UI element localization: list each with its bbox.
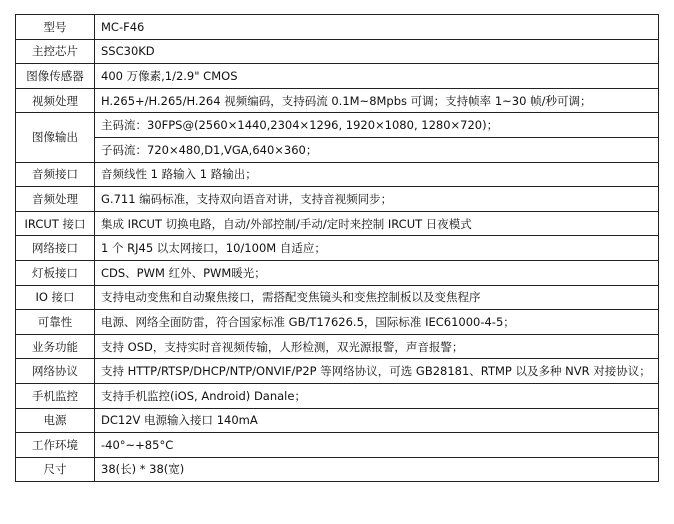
spec-label: 手机监控 bbox=[16, 383, 95, 408]
spec-value: MC-F46 bbox=[95, 15, 659, 40]
spec-value: 400 万像素,1/2.9" CMOS bbox=[95, 64, 659, 89]
spec-label: 视频处理 bbox=[16, 88, 95, 113]
spec-row bbox=[16, 187, 659, 212]
spec-table-body bbox=[16, 15, 659, 482]
spec-value: SSC30KD bbox=[95, 39, 659, 64]
spec-value: 支持电动变焦和自动聚焦接口，需搭配变焦镜头和变焦控制板以及变焦程序 bbox=[95, 285, 659, 310]
spec-label: 电源 bbox=[16, 408, 95, 433]
spec-row bbox=[16, 408, 659, 433]
spec-value: CDS、PWM 红外、PWM暖光； bbox=[95, 260, 659, 285]
spec-row bbox=[16, 162, 659, 187]
spec-table bbox=[15, 14, 659, 482]
spec-value: 子码流：720×480,D1,VGA,640×360； bbox=[95, 137, 659, 162]
spec-value: 1 个 RJ45 以太网接口，10/100M 自适应； bbox=[95, 236, 659, 261]
spec-label: 可靠性 bbox=[16, 310, 95, 335]
spec-label: 尺寸 bbox=[16, 457, 95, 482]
spec-row bbox=[16, 15, 659, 40]
spec-label: 灯板接口 bbox=[16, 260, 95, 285]
spec-value: 集成 IRCUT 切换电路，自动/外部控制/手动/定时来控制 IRCUT 日夜模式 bbox=[95, 211, 659, 236]
spec-value: 主码流：30FPS@(2560×1440,2304×1296, 1920×1080, 1280×720)； bbox=[95, 113, 659, 138]
spec-value: 音频线性 1 路输入 1 路输出； bbox=[95, 162, 659, 187]
spec-row bbox=[16, 310, 659, 335]
spec-value: 支持手机监控(iOS, Android) Danale； bbox=[95, 383, 659, 408]
spec-row bbox=[16, 211, 659, 236]
spec-row bbox=[16, 64, 659, 89]
spec-label: 图像传感器 bbox=[16, 64, 95, 89]
spec-label: 网络接口 bbox=[16, 236, 95, 261]
spec-label: 型号 bbox=[16, 15, 95, 40]
spec-label: 业务功能 bbox=[16, 334, 95, 359]
spec-row bbox=[16, 433, 659, 458]
spec-row bbox=[16, 137, 659, 162]
spec-label: 网络协议 bbox=[16, 359, 95, 384]
spec-row bbox=[16, 334, 659, 359]
spec-label: 音频处理 bbox=[16, 187, 95, 212]
spec-row bbox=[16, 260, 659, 285]
spec-row bbox=[16, 113, 659, 138]
spec-value: 38(长) * 38(宽) bbox=[95, 457, 659, 482]
spec-value: H.265+/H.265/H.264 视频编码，支持码流 0.1M~8Mpbs 可调；支持帧率 1~30 帧/秒可调； bbox=[95, 88, 659, 113]
spec-value: DC12V 电源输入接口 140mA bbox=[95, 408, 659, 433]
spec-row bbox=[16, 359, 659, 384]
spec-row bbox=[16, 88, 659, 113]
spec-value: 支持 OSD，支持实时音视频传输，人形检测，双光源报警，声音报警； bbox=[95, 334, 659, 359]
spec-label: IRCUT 接口 bbox=[16, 211, 95, 236]
spec-label: IO 接口 bbox=[16, 285, 95, 310]
spec-label: 主控芯片 bbox=[16, 39, 95, 64]
spec-row bbox=[16, 236, 659, 261]
spec-value: 支持 HTTP/RTSP/DHCP/NTP/ONVIF/P2P 等网络协议，可选 GB28181、RTMP 以及多种 NVR 对接协议； bbox=[95, 359, 659, 384]
spec-value: G.711 编码标准，支持双向语音对讲，支持音视频同步； bbox=[95, 187, 659, 212]
spec-row bbox=[16, 457, 659, 482]
spec-label: 图像输出 bbox=[16, 113, 95, 162]
spec-value: -40°~+85°C bbox=[95, 433, 659, 458]
spec-row bbox=[16, 39, 659, 64]
spec-row bbox=[16, 285, 659, 310]
spec-row bbox=[16, 383, 659, 408]
spec-value: 电源、网络全面防雷，符合国家标准 GB/T17626.5，国际标准 IEC61000-4-5； bbox=[95, 310, 659, 335]
spec-label: 工作环境 bbox=[16, 433, 95, 458]
spec-label: 音频接口 bbox=[16, 162, 95, 187]
